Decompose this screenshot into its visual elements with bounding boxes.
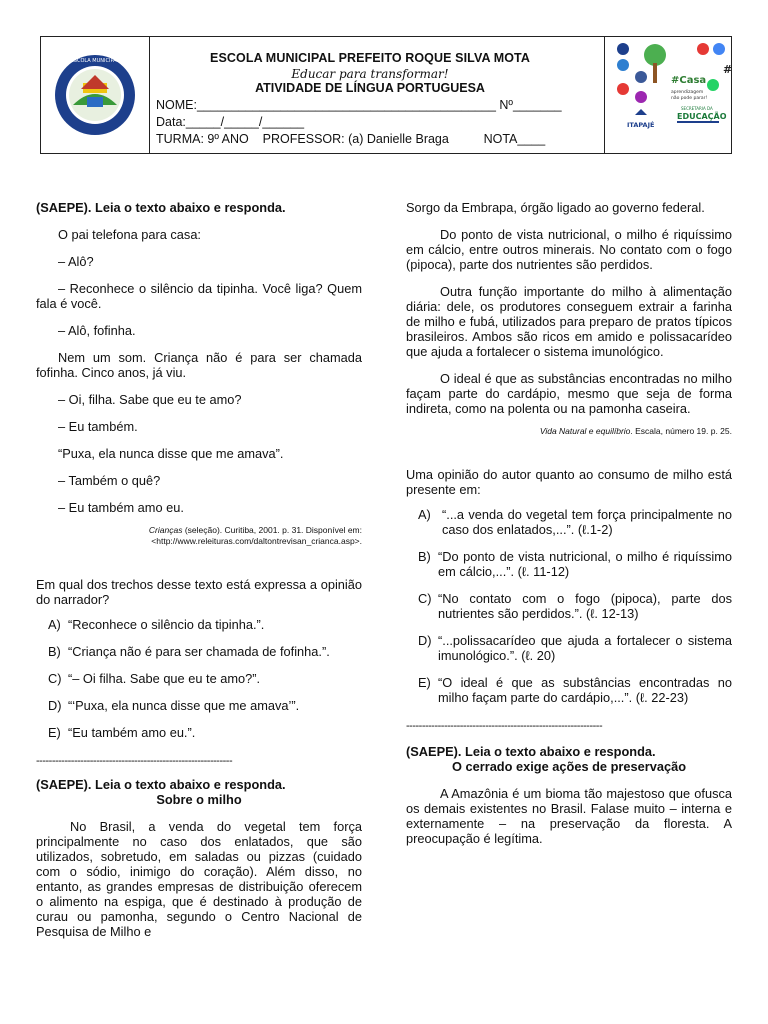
school-motto: Educar para transformar! bbox=[291, 67, 449, 81]
q1-para: – Eu também amo eu. bbox=[58, 500, 184, 515]
option-text: “...a venda do vegetal tem força principalmente no caso dos enlatados,...”. (ℓ.1-2) bbox=[442, 507, 732, 537]
svg-text:aprendizagem: aprendizagem bbox=[671, 90, 704, 95]
option-key: A) bbox=[418, 507, 431, 522]
option-text: “‘Puxa, ela nunca disse que me amava’”. bbox=[68, 698, 300, 713]
option-text: “No contato com o fogo (pipoca), parte dos nutrientes são perdidos.”. (ℓ. 12-13) bbox=[438, 591, 732, 621]
q2-ref-rest: . Escala, número 19. p. 25. bbox=[630, 426, 732, 436]
option-key: B) bbox=[48, 644, 61, 659]
whatsapp-icon bbox=[707, 79, 719, 91]
campaign-logos bbox=[604, 37, 731, 153]
q2-para: No Brasil, a venda do vegetal tem força principalmente no caso dos enlatados, que são utilizados, sobretudo, em saladas ou pizzas (cuidado com o sódio, inimigo do coração). Além disso, no entanto, as grandes empresas de distribuição oferecem o alimento na espiga, que é destinado à produção de curau ou pamonha, segundo o Centro Nacional de Pesquisa de Milho e bbox=[36, 819, 362, 939]
option-key: D) bbox=[48, 698, 62, 713]
q1-para: – Eu também. bbox=[58, 419, 138, 434]
svg-text:não pode parar!: não pode parar! bbox=[671, 96, 708, 101]
q1-para: – Alô? bbox=[58, 254, 94, 269]
q3-para: A Amazônia é um bioma tão majestoso que ofusca os demais existentes no Brasil. Falase muito – interna e externamente – na preservação da floresta. A preocupação é legítima. bbox=[406, 786, 732, 846]
option-text: “Eu também amo eu.”. bbox=[68, 725, 196, 740]
q1-option-c[interactable] bbox=[36, 671, 362, 686]
q1-para: O pai telefona para casa: bbox=[58, 227, 201, 242]
header-box bbox=[40, 36, 732, 154]
q2-para-continued: Sorgo da Embrapa, órgão ligado ao governo federal. bbox=[406, 200, 705, 215]
q2-para: O ideal é que as substâncias encontradas no milho façam parte do cardápio, mesmo que seja de forma indireta, como na polenta ou na pamonha caseira. bbox=[406, 371, 732, 416]
itapaje-logo: ITAPAJÉ bbox=[627, 121, 655, 129]
option-key: E) bbox=[418, 675, 431, 690]
class-line bbox=[156, 132, 604, 146]
tree-icon bbox=[644, 44, 666, 66]
option-key: E) bbox=[48, 725, 61, 740]
left-column bbox=[36, 200, 362, 939]
q2-para: Do ponto de vista nutricional, o milho é riquíssimo em cálcio, entre outros minerais. No contato com o fogo (pipoca), parte dos nutrientes são perdidos. bbox=[406, 227, 732, 272]
svg-text:ESCOLA MUNICIPAL: ESCOLA MUNICIPAL bbox=[70, 58, 120, 64]
name-line bbox=[156, 98, 604, 112]
youtube-icon bbox=[617, 83, 629, 95]
youtube-icon bbox=[697, 43, 709, 55]
q2-option-b[interactable] bbox=[406, 549, 732, 579]
school-name: ESCOLA MUNICIPAL PREFEITO ROQUE SILVA MOTA bbox=[210, 51, 530, 65]
q1-para: – Também o quê? bbox=[58, 473, 161, 488]
social-icon bbox=[635, 91, 647, 103]
q1-reference bbox=[36, 525, 362, 536]
q1-question: Em qual dos trechos desse texto está expressa a opinião do narrador? bbox=[36, 577, 362, 607]
facebook-icon bbox=[635, 71, 647, 83]
social-icon bbox=[617, 59, 629, 71]
q3-title: O cerrado exige ações de preservação bbox=[451, 759, 687, 774]
header-info bbox=[150, 37, 604, 153]
option-key: A) bbox=[48, 617, 61, 632]
social-icon bbox=[617, 43, 629, 55]
google-icon bbox=[713, 43, 725, 55]
q1-para: Nem um som. Criança não é para ser chamada fofinha. Cinco anos, já viu. bbox=[36, 350, 362, 380]
q1-ref-url: <http://www.releituras.com/daltontrevisan_crianca.asp>. bbox=[151, 536, 362, 546]
q3-intro: (SAEPE). Leia o texto abaixo e responda. bbox=[406, 744, 656, 759]
date-line-text: Data:_____/_____/______ bbox=[156, 115, 305, 129]
q2-reference bbox=[406, 426, 732, 437]
option-text: “Do ponto de vista nutricional, o milho é riquíssimo em cálcio,...”. (ℓ. 11-12) bbox=[438, 549, 732, 579]
q2-option-d[interactable] bbox=[406, 633, 732, 663]
q1-option-e[interactable] bbox=[36, 725, 362, 740]
option-key: D) bbox=[418, 633, 432, 648]
q1-para: – Alô, fofinha. bbox=[58, 323, 136, 338]
option-text: “O ideal é que as substâncias encontradas no milho façam parte do cardápio,...”. (ℓ. 22-23) bbox=[438, 675, 732, 705]
q1-option-b[interactable] bbox=[36, 644, 362, 659]
q2-option-a[interactable] bbox=[406, 507, 732, 537]
q2-option-e[interactable] bbox=[406, 675, 732, 705]
q2-option-c[interactable] bbox=[406, 591, 732, 621]
q1-option-d[interactable] bbox=[36, 698, 362, 713]
education-logo: EDUCAÇÃO bbox=[677, 112, 727, 121]
option-key: C) bbox=[418, 591, 432, 606]
q2-title: Sobre o milho bbox=[156, 792, 242, 807]
school-seal-cell bbox=[41, 37, 150, 153]
school-seal-logo bbox=[53, 53, 137, 137]
q1-ref-title: Crianças bbox=[148, 525, 183, 535]
option-text: “Reconhece o silêncio da tipinha.”. bbox=[68, 617, 265, 632]
q1-option-a[interactable] bbox=[36, 617, 362, 632]
q1-intro: (SAEPE). Leia o texto abaixo e responda. bbox=[36, 200, 286, 215]
q2-ref-title: Vida Natural e equilíbrio bbox=[539, 426, 631, 436]
activity-title: ATIVIDADE DE LÍNGUA PORTUGUESA bbox=[255, 81, 485, 95]
q1-para: “Puxa, ela nunca disse que me amava”. bbox=[58, 446, 284, 461]
option-key: C) bbox=[48, 671, 62, 686]
q1-para: – Oi, filha. Sabe que eu te amo? bbox=[58, 392, 242, 407]
separator: -------------------------------------------------------------- bbox=[36, 755, 233, 767]
svg-text:#: # bbox=[723, 63, 733, 76]
q2-para: Outra função importante do milho à alimentação diária: dele, os produtores conseguem extrair a farinha de milho e fubá, utilizados para preparo de pratos típicos brasileiros. Ambos são ricos em amido e polissacarídeo que ajuda a fortalecer o sistema imunológico. bbox=[406, 284, 732, 359]
campaign-collage bbox=[605, 37, 731, 153]
right-column bbox=[406, 200, 732, 846]
name-line-text: NOME:___________________________________________ Nº_______ bbox=[156, 98, 562, 112]
option-text: “Criança não é para ser chamada de fofinha.”. bbox=[68, 644, 330, 659]
class-line-text: TURMA: 9º ANO PROFESSOR: (a) Danielle Braga NOTA____ bbox=[156, 132, 546, 146]
q2-question: Uma opinião do autor quanto ao consumo de milho está presente em: bbox=[406, 467, 732, 497]
stay-home-logo: #Casa bbox=[671, 75, 707, 86]
separator: -------------------------------------------------------------- bbox=[406, 720, 603, 732]
q1-para: – Reconhece o silêncio da tipinha. Você liga? Quem fala é você. bbox=[36, 281, 362, 311]
svg-text:SECRETARIA DA: SECRETARIA DA bbox=[681, 106, 713, 111]
q2-intro: (SAEPE). Leia o texto abaixo e responda. bbox=[36, 777, 286, 792]
option-text: “...polissacarídeo que ajuda a fortalecer o sistema imunológico.”. (ℓ. 20) bbox=[438, 633, 732, 663]
q1-ref-rest: (seleção). Curitiba, 2001. p. 31. Disponível em: bbox=[182, 525, 362, 535]
option-key: B) bbox=[418, 549, 431, 564]
option-text: “– Oi filha. Sabe que eu te amo?”. bbox=[68, 671, 261, 686]
date-line bbox=[156, 115, 604, 129]
